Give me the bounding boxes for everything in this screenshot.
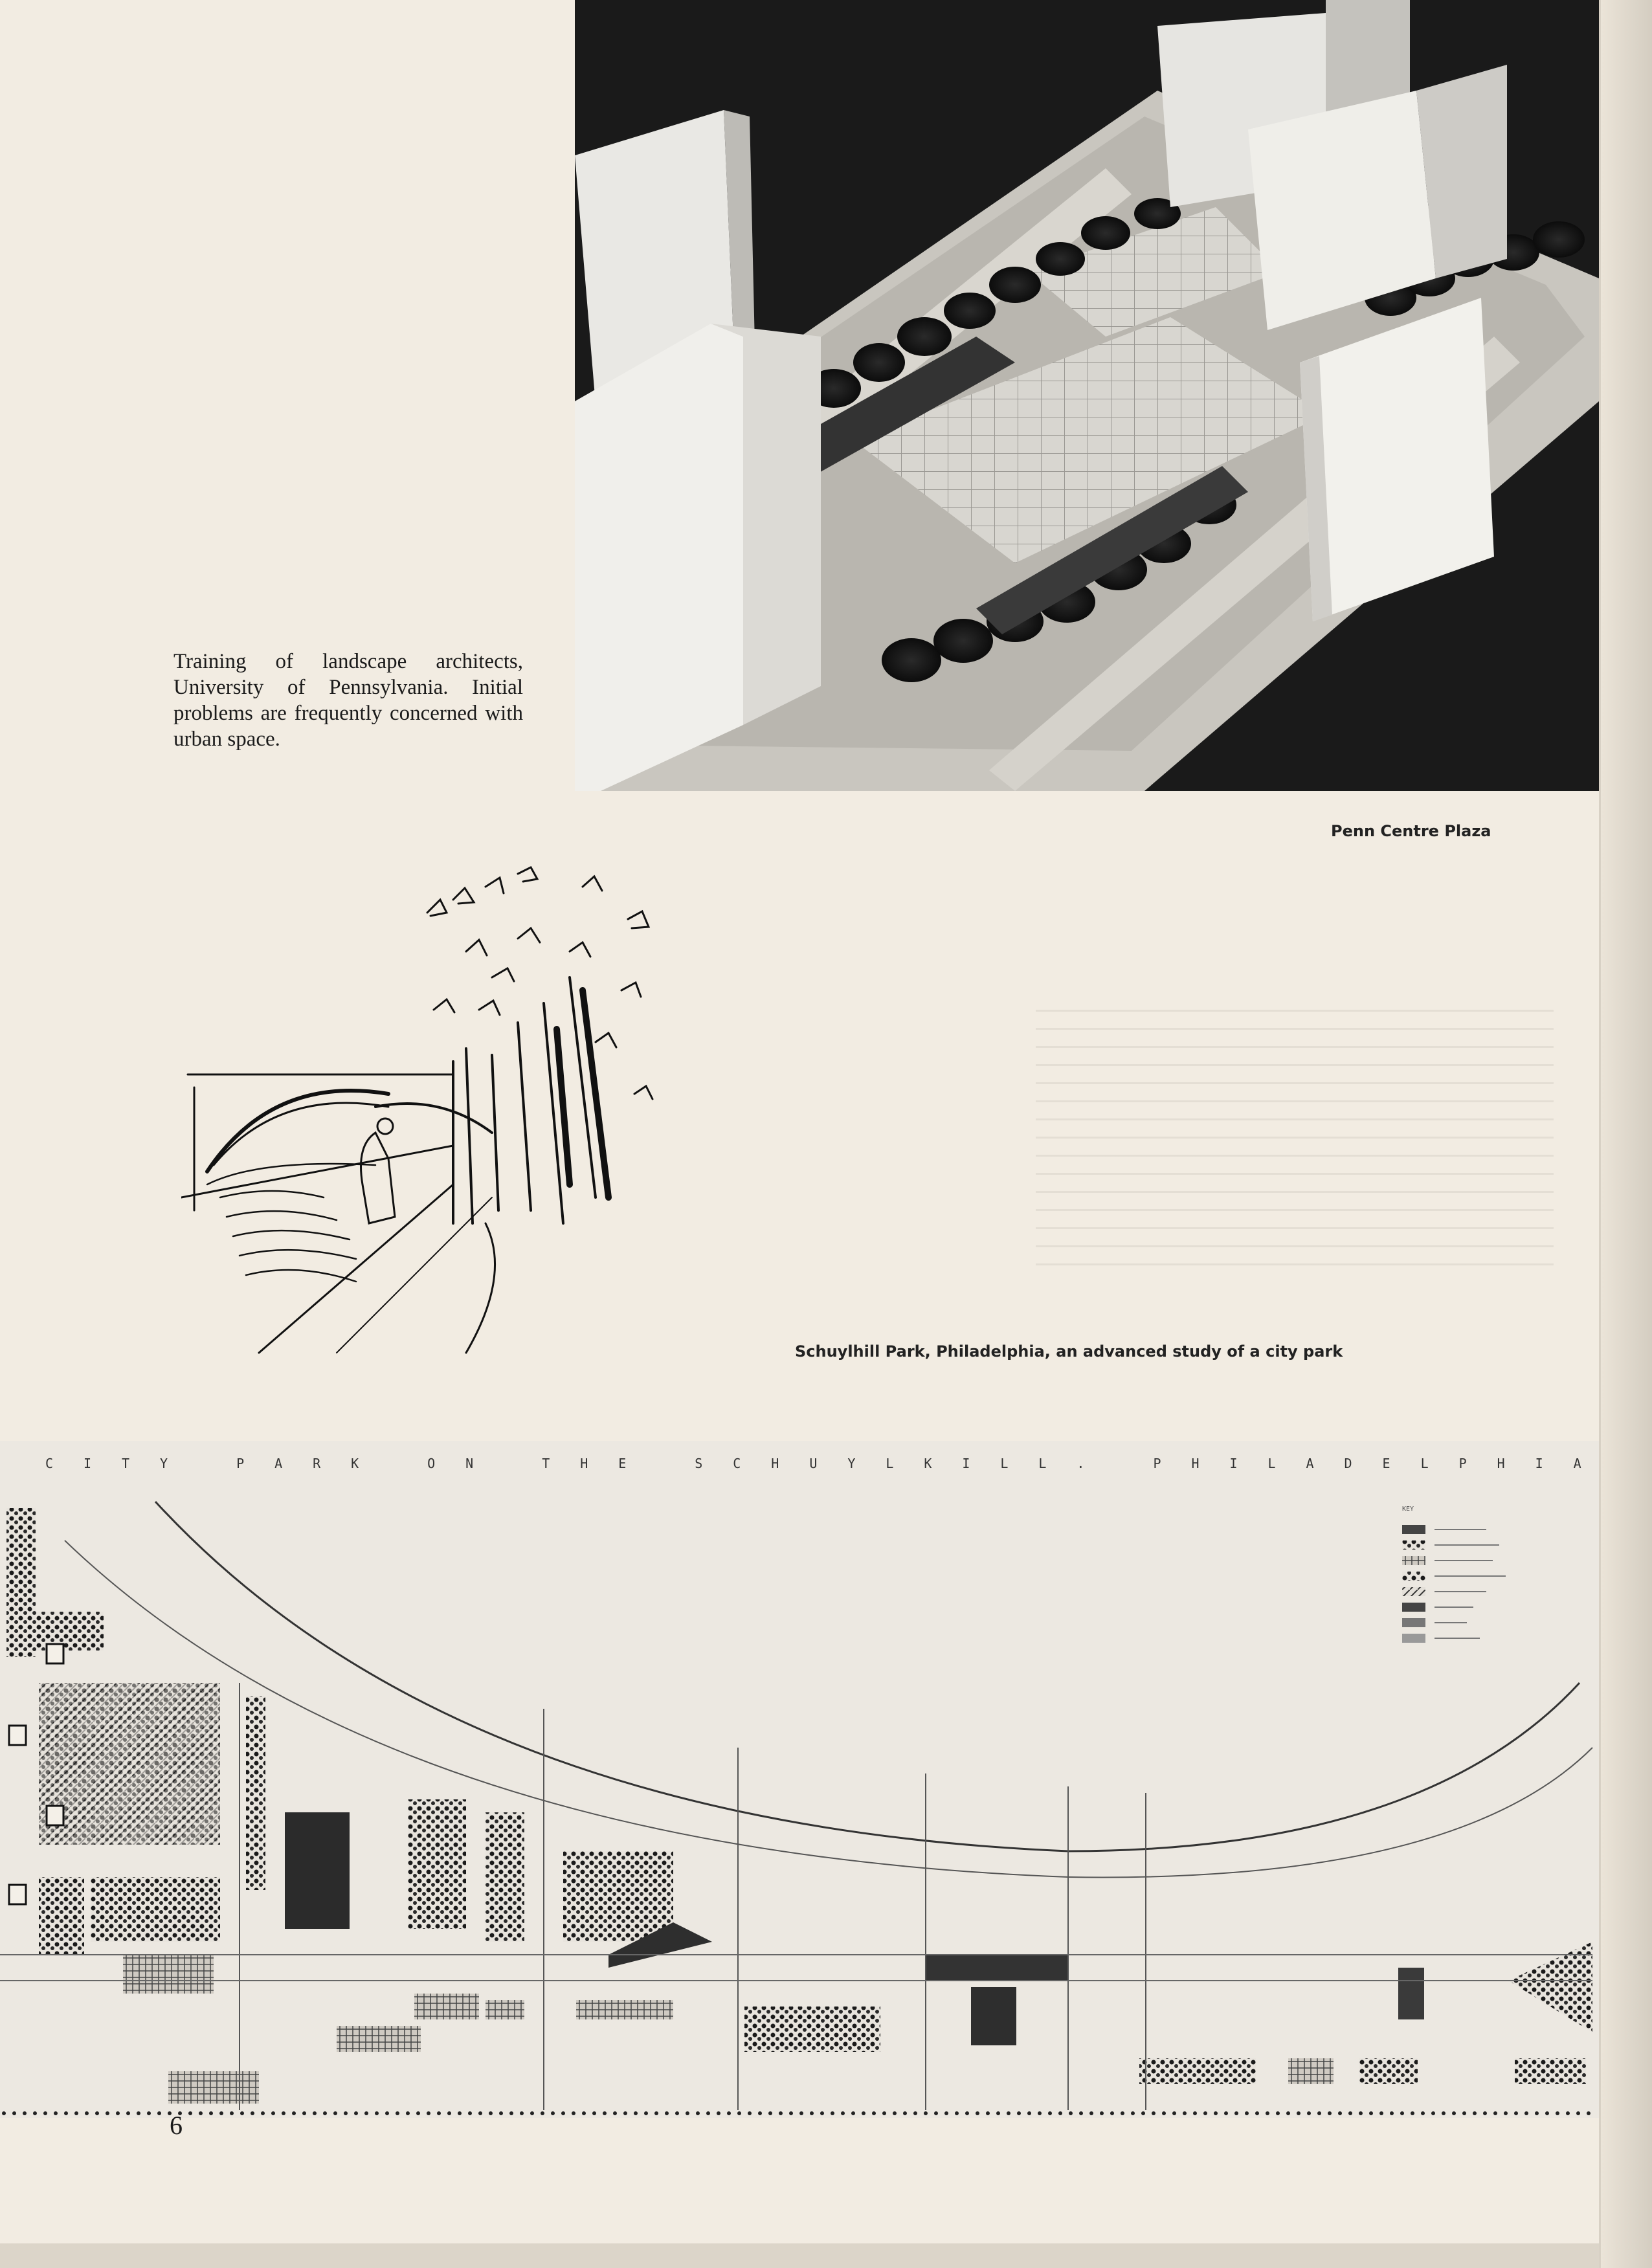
title-letter: H: [1191, 1456, 1200, 1471]
title-letter: H: [580, 1456, 588, 1471]
title-letter: D: [1344, 1456, 1352, 1471]
plan-legend: [1402, 1525, 1506, 1643]
title-letter: L: [1000, 1456, 1009, 1471]
title-letter: L: [886, 1456, 894, 1471]
title-letter: O: [427, 1456, 436, 1471]
title-letter: Y: [160, 1456, 168, 1471]
title-letter: I: [84, 1456, 92, 1471]
title-letter: P: [236, 1456, 245, 1471]
title-letter: Y: [847, 1456, 856, 1471]
title-letter: A: [274, 1456, 283, 1471]
page-bottom-edge: [0, 2243, 1652, 2268]
title-letter: E: [618, 1456, 627, 1471]
title-letter: K: [924, 1456, 932, 1471]
title-letter: I: [1229, 1456, 1238, 1471]
schuylkill-park-caption: Schuylhill Park, Philadelphia, an advanced study of a city park: [795, 1342, 1343, 1361]
title-letter: L: [1420, 1456, 1429, 1471]
title-letter: L: [1038, 1456, 1047, 1471]
penn-centre-caption: Penn Centre Plaza: [1331, 822, 1491, 840]
title-letter: U: [809, 1456, 818, 1471]
page-fold-line: [1599, 0, 1601, 2268]
training-caption: Training of landscape architects, University of Pennsylvania. Initial problems are frequently concerned with urban space.: [173, 650, 523, 751]
site-plan-drawing: [0, 1489, 1599, 2118]
bleed-through-text: [1036, 1010, 1554, 1282]
title-letter: I: [962, 1456, 970, 1471]
title-letter: H: [771, 1456, 779, 1471]
page-number: 6: [170, 2111, 183, 2140]
penn-centre-model-photo: [575, 0, 1599, 791]
title-letter: S: [695, 1456, 703, 1471]
title-letter: K: [351, 1456, 359, 1471]
title-letter: L: [1267, 1456, 1276, 1471]
title-letter: A: [1573, 1456, 1581, 1471]
title-letter: P: [1153, 1456, 1161, 1471]
site-plan-title: [0, 1447, 1599, 1480]
plan-legend-heading: KEY: [1402, 1506, 1414, 1513]
schuylkill-park-sketch: [181, 861, 731, 1359]
title-letter: E: [1382, 1456, 1390, 1471]
title-letter: C: [733, 1456, 741, 1471]
title-letter: P: [1458, 1456, 1467, 1471]
title-letter: H: [1497, 1456, 1505, 1471]
title-letter: C: [45, 1456, 54, 1471]
title-letter: R: [313, 1456, 321, 1471]
title-letter: A: [1306, 1456, 1314, 1471]
title-letter: I: [1535, 1456, 1543, 1471]
title-letter: .: [1077, 1456, 1085, 1471]
title-letter: N: [465, 1456, 474, 1471]
title-letter: T: [122, 1456, 130, 1471]
adjacent-page-edge: [1599, 0, 1652, 2268]
title-letter: T: [542, 1456, 550, 1471]
